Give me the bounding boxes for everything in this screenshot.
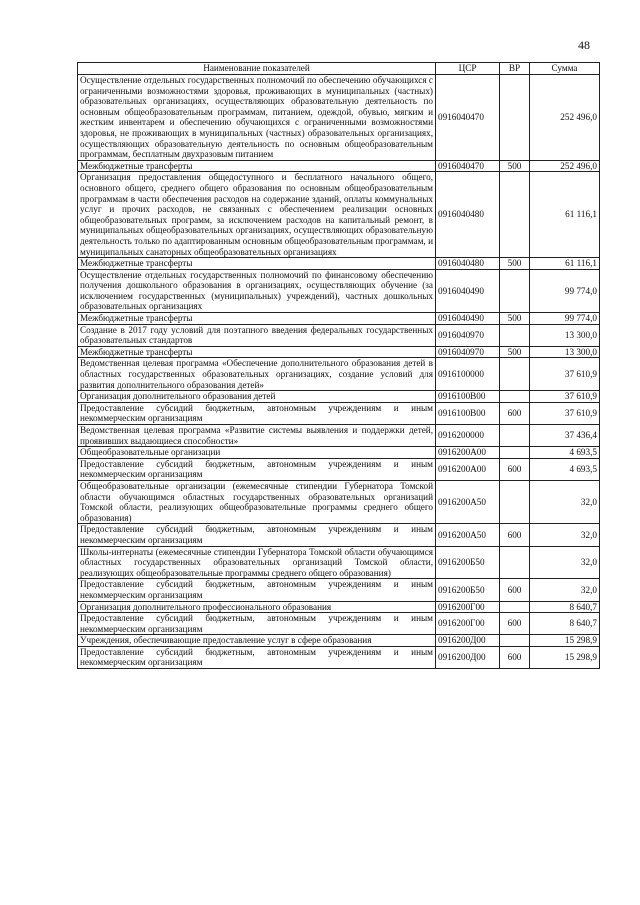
row-code-cell: 0916040490 [436, 269, 500, 312]
row-name-cell: Учреждения, обеспечивающие предоставление услуг в сфере образования [78, 635, 436, 647]
row-name-cell: Межбюджетные трансферты [78, 258, 436, 270]
row-name-cell: Межбюджетные трансферты [78, 313, 436, 325]
row-sum-cell: 15 298,9 [530, 635, 600, 647]
row-code-cell: 0916040970 [436, 324, 500, 346]
table-row [78, 160, 600, 172]
row-sum-cell: 99 774,0 [530, 269, 600, 312]
row-code-cell: 0916200Д00 [436, 646, 500, 668]
table-row [78, 447, 600, 459]
row-name-cell: Осуществление отдельных государственных полномочий по финансовому обеспечению получения дошкольного образования в организациях, осуществляющих обучение (за исключением государственных (муниципальных) учреждений), частных дошкольных образовательных организациях [78, 269, 436, 312]
row-vr-cell [500, 546, 530, 579]
row-vr-cell: 600 [500, 646, 530, 668]
table-row [78, 324, 600, 346]
row-sum-cell: 252 496,0 [530, 75, 600, 161]
row-code-cell: 0916200А50 [436, 524, 500, 546]
table-row [78, 425, 600, 447]
row-code-cell: 0916200Г00 [436, 613, 500, 635]
row-sum-cell: 13 300,0 [530, 324, 600, 346]
row-sum-cell: 32,0 [530, 546, 600, 579]
row-name-cell: Школы-интернаты (ежемесячные стипендии Губернатора Томской области обучающимся областных государственных образовательных организаций Томской области, реализующих общеобразовательные программы среднего общего образования) [78, 546, 436, 579]
row-code-cell: 0916200000 [436, 425, 500, 447]
row-sum-cell: 8 640,7 [530, 601, 600, 613]
row-sum-cell: 37 610,9 [530, 358, 600, 391]
row-sum-cell: 4 693,5 [530, 447, 600, 459]
row-name-cell: Осуществление отдельных государственных полномочий по обеспечению обучающихся с ограниченными возможностями здоровья, проживающих в муниципальных (частных) образовательных организациях, осуществляющих образовательную деятельность по основным общеобразовательным программам, питанием, одеждой, обувью, мягким и жестким инвентарем и обеспечению обучающихся с ограниченными возможностями здоровья, не проживающих в муниципальных (частных) образовательных организациях, осуществляющих образовательную деятельность по основным общеобразовательным программам, бесплатным двухразовым питанием [78, 75, 436, 161]
row-vr-cell [500, 635, 530, 647]
table-row [78, 402, 600, 424]
table-row [78, 391, 600, 403]
column-header-code: ЦСР [436, 63, 500, 75]
row-vr-cell: 600 [500, 402, 530, 424]
row-sum-cell: 4 693,5 [530, 458, 600, 480]
table-row [78, 458, 600, 480]
row-name-cell: Организация дополнительного профессионального образования [78, 601, 436, 613]
budget-table [77, 62, 600, 669]
table-body [78, 75, 600, 669]
row-name-cell: Создание в 2017 году условий для поэтапного введения федеральных государственных образовательных стандартов [78, 324, 436, 346]
row-vr-cell: 600 [500, 524, 530, 546]
row-name-cell: Ведомственная целевая программа «Обеспечение дополнительного образования детей в областных государственных образовательных организациях, создание условий для развития дополнительного образования детей» [78, 358, 436, 391]
table-row [78, 480, 600, 523]
table-row [78, 358, 600, 391]
table-row [78, 524, 600, 546]
row-name-cell: Межбюджетные трансферты [78, 346, 436, 358]
row-vr-cell [500, 391, 530, 403]
row-sum-cell: 32,0 [530, 480, 600, 523]
table-row [78, 579, 600, 601]
row-sum-cell: 32,0 [530, 579, 600, 601]
row-sum-cell: 99 774,0 [530, 313, 600, 325]
row-code-cell: 0916200Д00 [436, 635, 500, 647]
row-vr-cell [500, 425, 530, 447]
table-header-row [78, 63, 600, 75]
row-code-cell: 0916040490 [436, 313, 500, 325]
row-vr-cell: 600 [500, 458, 530, 480]
row-sum-cell: 37 436,4 [530, 425, 600, 447]
table-row [78, 546, 600, 579]
row-name-cell: Организация дополнительного образования детей [78, 391, 436, 403]
row-name-cell: Организация предоставления общедоступного и бесплатного начального общего, основного общего, среднего общего образования по основным общеобразовательным программам в части обеспечения расходов на содержание зданий, оплаты коммунальных услуг и прочих расходов, не связанных с обеспечением реализации основных общеобразовательных программ, за исключением расходов на капитальный ремонт, в муниципальных общеобразовательных организациях, осуществляющих образовательную деятельность только по адаптированным основным общеобразовательным программам, и муниципальных санаторных общеобразовательных организациях [78, 172, 436, 258]
row-sum-cell: 8 640,7 [530, 613, 600, 635]
row-sum-cell: 252 496,0 [530, 160, 600, 172]
row-vr-cell [500, 269, 530, 312]
row-code-cell: 0916100000 [436, 358, 500, 391]
row-code-cell: 0916200Б50 [436, 579, 500, 601]
row-vr-cell: 500 [500, 346, 530, 358]
table-row [78, 601, 600, 613]
row-vr-cell [500, 172, 530, 258]
row-code-cell: 0916040470 [436, 75, 500, 161]
row-vr-cell: 600 [500, 613, 530, 635]
row-sum-cell: 15 298,9 [530, 646, 600, 668]
row-code-cell: 0916100В00 [436, 391, 500, 403]
column-header-name: Наименование показателей [78, 63, 436, 75]
table-row [78, 613, 600, 635]
row-name-cell: Ведомственная целевая программа «Развитие системы выявления и поддержки детей, проявивших выдающиеся способности» [78, 425, 436, 447]
row-name-cell: Межбюджетные трансферты [78, 160, 436, 172]
row-vr-cell: 600 [500, 579, 530, 601]
row-name-cell: Предоставление субсидий бюджетным, автономным учреждениям и иным некоммерческим организациям [78, 402, 436, 424]
table-row [78, 172, 600, 258]
row-vr-cell [500, 601, 530, 613]
row-vr-cell [500, 447, 530, 459]
row-vr-cell: 500 [500, 160, 530, 172]
table-row [78, 313, 600, 325]
row-code-cell: 0916200А00 [436, 458, 500, 480]
row-sum-cell: 32,0 [530, 524, 600, 546]
row-vr-cell [500, 324, 530, 346]
table-row [78, 346, 600, 358]
page-number: 48 [578, 38, 590, 52]
table-row [78, 635, 600, 647]
column-header-vr: ВР [500, 63, 530, 75]
row-code-cell: 0916100В00 [436, 402, 500, 424]
row-sum-cell: 13 300,0 [530, 346, 600, 358]
row-name-cell: Предоставление субсидий бюджетным, автономным учреждениям и иным некоммерческим организациям [78, 579, 436, 601]
row-name-cell: Предоставление субсидий бюджетным, автономным учреждениям и иным некоммерческим организациям [78, 458, 436, 480]
row-code-cell: 0916040480 [436, 172, 500, 258]
row-name-cell: Предоставление субсидий бюджетным, автономным учреждениям и иным некоммерческим организациям [78, 524, 436, 546]
row-code-cell: 0916040470 [436, 160, 500, 172]
row-name-cell: Общеобразовательные организации (ежемесячные стипендии Губернатора Томской области обучающимся областных государственных образовательных организаций Томской области, реализующих общеобразовательные программы среднего общего образования) [78, 480, 436, 523]
row-vr-cell [500, 75, 530, 161]
table-row [78, 269, 600, 312]
row-code-cell: 0916200Г00 [436, 601, 500, 613]
row-sum-cell: 37 610,9 [530, 391, 600, 403]
column-header-sum: Сумма [530, 63, 600, 75]
row-vr-cell [500, 480, 530, 523]
row-code-cell: 0916200Б50 [436, 546, 500, 579]
row-name-cell: Общеобразовательные организации [78, 447, 436, 459]
row-sum-cell: 37 610,9 [530, 402, 600, 424]
table-row [78, 646, 600, 668]
table-row [78, 75, 600, 161]
row-vr-cell [500, 358, 530, 391]
row-name-cell: Предоставление субсидий бюджетным, автономным учреждениям и иным некоммерческим организациям [78, 613, 436, 635]
row-code-cell: 0916200А50 [436, 480, 500, 523]
row-code-cell: 0916040970 [436, 346, 500, 358]
table-row [78, 258, 600, 270]
row-sum-cell: 61 116,1 [530, 172, 600, 258]
row-name-cell: Предоставление субсидий бюджетным, автономным учреждениям и иным некоммерческим организациям [78, 646, 436, 668]
row-vr-cell: 500 [500, 258, 530, 270]
row-code-cell: 0916040480 [436, 258, 500, 270]
row-code-cell: 0916200А00 [436, 447, 500, 459]
row-sum-cell: 61 116,1 [530, 258, 600, 270]
row-vr-cell: 500 [500, 313, 530, 325]
